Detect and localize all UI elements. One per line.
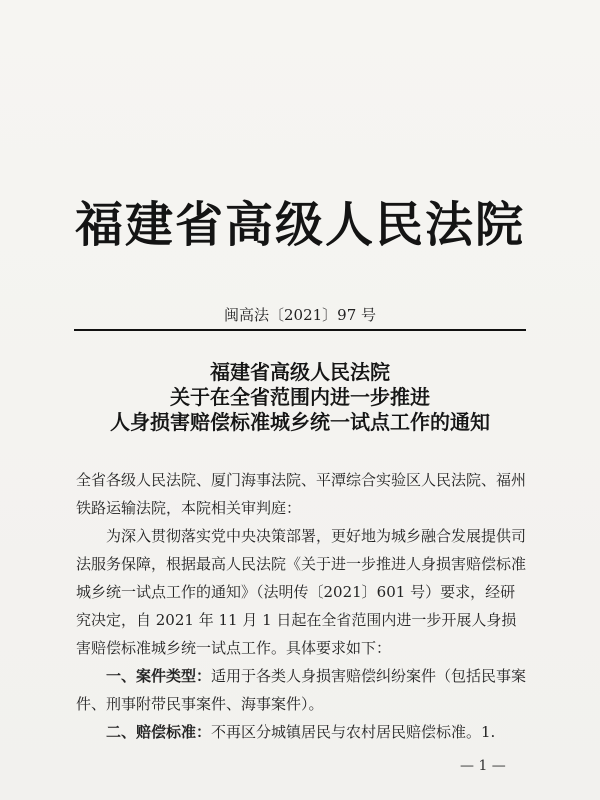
notice-title-line-3: 人身损害赔偿标准城乡统一试点工作的通知	[110, 410, 490, 434]
notice-title-line-1: 福建省高级人民法院	[210, 360, 390, 384]
recipients: 全省各级人民法院、厦门海事法院、平潭综合实验区人民法院、福州铁路运输法院，本院相关审判庭：	[76, 471, 527, 517]
page-number: — 1 —	[460, 758, 506, 774]
section-1-heading: 一、案件类型：	[106, 667, 212, 685]
section-2	[76, 718, 528, 746]
section-1	[76, 662, 528, 718]
section-2-text: 不再区分城镇居民与农村居民赔偿标准。1.	[211, 723, 496, 741]
notice-title	[0, 360, 600, 435]
notice-title-line-2: 关于在全省范围内进一步推进	[170, 385, 430, 409]
section-2-heading: 二、赔偿标准：	[106, 723, 212, 741]
document-number: 闽高法〔2021〕97 号	[223, 306, 377, 324]
intro-paragraph: 为深入贯彻落实党中央决策部署，更好地为城乡融合发展提供司法服务保障，根据最高人民法院《关于进一步推进人身损害赔偿标准城乡统一试点工作的通知》（法明传〔2021〕601 号）要求，经研究决定，自 2021 年 11 月 1 日起在全省范围内进一步开展人身损害赔偿标准城乡统一试点工作。具体要求如下：	[76, 527, 527, 657]
court-header-title: 福建省高级人民法院	[74, 197, 525, 253]
header-divider	[74, 329, 526, 331]
section-1-text: 适用于各类人身损害赔偿纠纷案件（包括民事案件、刑事附带民事案件、海事案件）。	[76, 667, 527, 713]
document-body	[76, 466, 528, 746]
